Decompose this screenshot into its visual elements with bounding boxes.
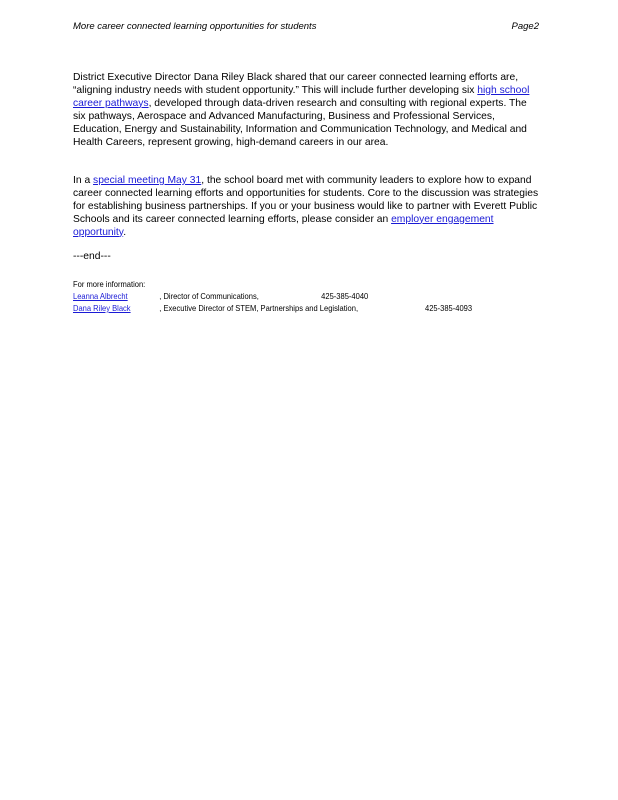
document-title: More career connected learning opportunities for students: [73, 21, 317, 32]
contact-block: [73, 278, 473, 314]
page-header: [73, 21, 539, 35]
paragraph-pathways: [73, 72, 541, 149]
contact-heading-text: For more information:: [73, 279, 146, 289]
paragraph-meeting: [73, 175, 541, 240]
special-meeting-link[interactable]: special meeting May 31: [93, 175, 202, 186]
paragraph-text: , developed through data-driven research and consulting with regional experts. The six pathways, Aerospace and Advanced Manufacturing, Business and Professional Services, Education, Energy and Sustainability, Information and Communication Technology, and Medical and Health Careers, represent growing, high-demand careers in our area.: [73, 97, 527, 148]
contact-phone: 425-385-4040: [321, 291, 369, 301]
contact-row: [73, 302, 473, 314]
contact-title: , Director of Communications,: [159, 291, 259, 301]
contact-name-link[interactable]: Leanna Albrecht: [73, 291, 128, 301]
page-number: Page2: [511, 21, 539, 32]
paragraph-text: In a: [73, 175, 94, 186]
employer-engagement-link[interactable]: employer engagement opportunity: [73, 213, 494, 238]
end-marker: ---end---: [73, 251, 111, 262]
contact-title: , Executive Director of STEM, Partnerships and Legislation,: [159, 303, 359, 313]
contact-name-link[interactable]: Dana Riley Black: [73, 303, 131, 313]
pathways-link[interactable]: high school career pathways: [73, 84, 530, 109]
contact-phone: 425-385-4093: [425, 303, 473, 313]
paragraph-text: .: [123, 226, 127, 238]
paragraph-text: , the school board met with community leaders to explore how to expand career connected learning efforts and opportunities for students. Core to the discussion was strategies for establishing business partnerships. If you or your business would like to partner with Everett Public Schools and its career connected learning efforts, please consider an: [73, 175, 539, 225]
paragraph-text: District Executive Director Dana Riley Black shared that our career connected learning efforts are, “aligning industry needs with student opportunity.” This will include further developing six: [73, 72, 519, 96]
contact-heading: [73, 278, 469, 290]
contact-row: [73, 290, 469, 302]
